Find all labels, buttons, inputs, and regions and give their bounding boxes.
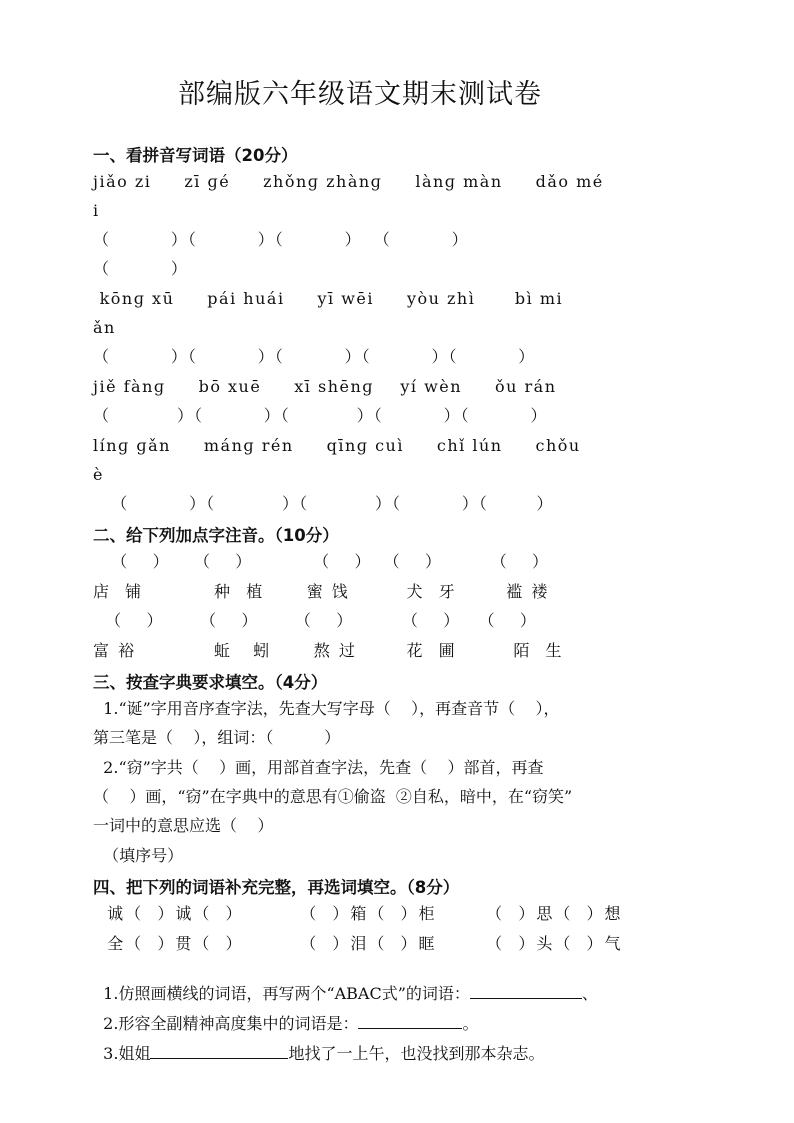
fill-question-2-text: 2.形容全副精神高度集中的词语是： (103, 1014, 359, 1033)
answer-row-3[interactable]: （ ）（ ）（ ）（ ）（ ） (93, 406, 548, 425)
dict-question-2-line-1: 2.“窃”字共（ ）画，用部首查字法，先查（ ）部首，再查 (93, 758, 544, 777)
word-row-1: 店 铺 种 植 蜜 饯 犬 牙 褴 褛 (93, 582, 550, 601)
section-2-heading: 二、给下列加点字注音。（10分） (93, 526, 339, 545)
answer-row-2[interactable]: （ ）（ ）（ ）（ ）（ ） (93, 347, 536, 366)
fill-question-1-end: 、 (581, 984, 598, 1003)
phonetic-answer-row-2[interactable]: （ ） （ ） （ ） （ ） （ ） (93, 611, 537, 630)
word-row-2: 富 裕 蚯 蚓 熬 过 花 圃 陌 生 (93, 641, 564, 660)
dict-question-1-line-2: 第三笔是（ ），组词：（ ） (93, 728, 341, 747)
idiom-row-2: 全（ ）贯（ ） （ ）泪（ ）眶 （ ）头（ ）气 (93, 934, 623, 953)
pinyin-row-4: línɡ ɡǎn mánɡ rén qīnɡ cuì chǐ lún chǒu (93, 436, 581, 455)
section-3-heading: 三、按查字典要求填空。（4分） (93, 673, 328, 692)
pinyin-row-2-wrap: ǎn (93, 318, 116, 337)
fill-question-3 (93, 1024, 544, 1064)
pinyin-row-1: jiǎo zi zī ɡé zhǒnɡ zhànɡ lànɡ màn dǎo mé (93, 172, 604, 191)
answer-row-1[interactable]: （ ）（ ）（ ） （ ） (93, 230, 469, 249)
pinyin-row-3: jiě fànɡ bō xuē xī shēnɡ yí wèn ǒu rán (93, 377, 557, 396)
pinyin-row-2: kōnɡ xū pái huái yī wēi yòu zhì bì mi (93, 289, 564, 308)
pinyin-row-1-wrap: i (93, 201, 100, 220)
page-title: 部编版六年级语文期末测试卷 (178, 79, 542, 110)
fill-question-3-end: 地找了一上午，也没找到那本杂志。 (288, 1044, 545, 1063)
fill-question-2-end: 。 (462, 1014, 479, 1033)
phonetic-answer-row-1[interactable]: （ ） （ ） （ ） （ ） （ ） (93, 552, 550, 571)
fill-question-3-start: 3.姐姐 (103, 1044, 151, 1063)
answer-row-4[interactable]: （ ）（ ）（ ）（ ）（ ） (93, 494, 554, 513)
answer-blank-3[interactable] (150, 1044, 288, 1059)
fill-question-1-text: 1.仿照画横线的词语，再写两个“ABAC式”的词语： (103, 984, 470, 1003)
pinyin-row-4-wrap: è (93, 465, 104, 484)
section-4-heading: 四、把下列的词语补充完整，再选词填空。（8分） (93, 878, 460, 897)
dict-question-2-note: （填序号） (93, 846, 184, 865)
answer-row-1-wrap[interactable]: （ ） (93, 259, 188, 278)
dict-question-2-line-2: （ ）画，“窃”在字典中的意思有①偷盗 ②自私，暗中，在“窃笑” (93, 787, 573, 806)
idiom-row-1: 诚（ ）诚（ ） （ ）箱（ ）柜 （ ）思（ ）想 (93, 904, 623, 923)
dict-question-2-line-3: 一词中的意思应选（ ） (93, 816, 274, 835)
dict-question-1-line-1: 1.“诞”字用音序查字法，先查大写字母（ ），再查音节（ ）， (93, 699, 560, 718)
section-1-heading: 一、看拼音写词语（20分） (93, 146, 298, 165)
answer-blank-1[interactable] (470, 984, 582, 999)
